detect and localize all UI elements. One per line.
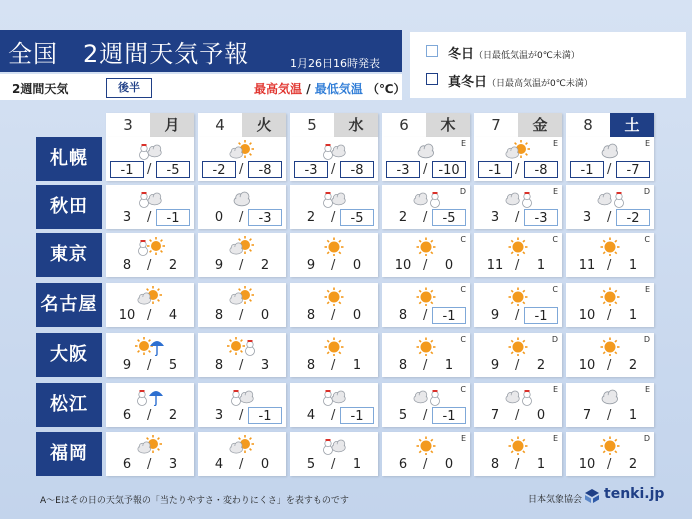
low-temp: -3 bbox=[248, 209, 282, 226]
forecast-cell bbox=[290, 383, 378, 427]
city-label: 東京 bbox=[36, 233, 102, 277]
low-temp: 1 bbox=[352, 358, 362, 373]
forecast-cell bbox=[474, 333, 562, 377]
temp-hi-label: 最高気温 bbox=[254, 82, 303, 96]
snow-cloud-icon bbox=[135, 140, 165, 160]
low-temp: 2 bbox=[628, 457, 638, 472]
low-temp: 2 bbox=[628, 358, 638, 373]
cloud-icon bbox=[595, 140, 625, 160]
forecast-cell bbox=[198, 137, 286, 181]
sun-umbrella-icon bbox=[135, 336, 165, 356]
reliability-grade: C bbox=[644, 235, 650, 244]
sun-cloud-icon bbox=[135, 286, 165, 306]
day-number: 4 bbox=[215, 116, 225, 134]
high-temp: 9 bbox=[214, 258, 224, 273]
temp-slash: / bbox=[607, 210, 612, 225]
sun-icon bbox=[503, 435, 533, 455]
sun-icon bbox=[411, 286, 441, 306]
low-temp: 3 bbox=[168, 457, 178, 472]
day-weekday: 土 bbox=[610, 113, 654, 137]
low-temp: -5 bbox=[432, 209, 466, 226]
forecast-cell bbox=[566, 283, 654, 327]
reliability-grade: C bbox=[460, 235, 466, 244]
snow-cloud-icon bbox=[227, 386, 257, 406]
sun-icon bbox=[595, 336, 625, 356]
day-header bbox=[566, 113, 654, 137]
cloud-snow-icon bbox=[411, 386, 441, 406]
low-temp: 0 bbox=[352, 258, 362, 273]
low-temp: -8 bbox=[524, 161, 558, 178]
reliability-grade: E bbox=[644, 139, 650, 148]
reliability-grade: C bbox=[460, 285, 466, 294]
day-number: 8 bbox=[583, 116, 593, 134]
high-temp: 10 bbox=[578, 308, 596, 323]
temp-slash: / bbox=[515, 457, 520, 472]
half-badge: 後半 bbox=[106, 78, 152, 98]
low-temp: 0 bbox=[260, 308, 270, 323]
temp-slash: / bbox=[423, 258, 428, 273]
high-temp: 3 bbox=[582, 210, 592, 225]
temp-slash: / bbox=[147, 162, 152, 177]
forecast-cell bbox=[566, 233, 654, 277]
reliability-grade: C bbox=[552, 285, 558, 294]
high-temp: 8 bbox=[306, 308, 316, 323]
low-temp: -8 bbox=[248, 161, 282, 178]
sun-cloud-icon bbox=[227, 286, 257, 306]
low-temp: 0 bbox=[536, 408, 546, 423]
temp-slash: / bbox=[515, 162, 520, 177]
subtitle: 2週間天気 bbox=[12, 82, 69, 96]
low-temp: 5 bbox=[168, 358, 178, 373]
mafuyubi-legend bbox=[448, 71, 593, 90]
forecast-cell bbox=[382, 233, 470, 277]
low-temp: 1 bbox=[352, 457, 362, 472]
low-temp: 1 bbox=[628, 408, 638, 423]
low-temp: -1 bbox=[340, 407, 374, 424]
cloud-icon bbox=[227, 188, 257, 208]
temp-unit: （℃） bbox=[366, 82, 406, 96]
fuyubi-swatch bbox=[426, 45, 438, 57]
high-temp: 7 bbox=[582, 408, 592, 423]
temp-slash: / bbox=[331, 258, 336, 273]
reliability-grade: C bbox=[552, 235, 558, 244]
forecast-cell bbox=[382, 333, 470, 377]
temp-slash: / bbox=[607, 162, 612, 177]
low-temp: 3 bbox=[260, 358, 270, 373]
low-temp: 0 bbox=[444, 258, 454, 273]
sun-cloud-icon bbox=[227, 236, 257, 256]
sun-icon bbox=[595, 236, 625, 256]
high-temp: 11 bbox=[486, 258, 504, 273]
high-temp: 2 bbox=[398, 210, 408, 225]
low-temp: -3 bbox=[524, 209, 558, 226]
day-number: 5 bbox=[307, 116, 317, 134]
high-temp: 6 bbox=[398, 457, 408, 472]
low-temp: -8 bbox=[340, 161, 374, 178]
forecast-cell bbox=[474, 283, 562, 327]
forecast-cell bbox=[382, 383, 470, 427]
snow-sun-icon bbox=[135, 236, 165, 256]
mafuyubi-label: 真冬日 bbox=[448, 75, 488, 90]
sun-icon bbox=[411, 336, 441, 356]
forecast-cell bbox=[566, 333, 654, 377]
temp-slash: / bbox=[147, 408, 152, 423]
high-temp: 11 bbox=[578, 258, 596, 273]
high-temp: 10 bbox=[394, 258, 412, 273]
low-temp: -7 bbox=[616, 161, 650, 178]
low-temp: -5 bbox=[156, 161, 190, 178]
reliability-grade: E bbox=[644, 285, 650, 294]
snow-cloud-icon bbox=[319, 140, 349, 160]
sun-icon bbox=[503, 286, 533, 306]
high-temp: 6 bbox=[122, 457, 132, 472]
temp-slash: / bbox=[331, 308, 336, 323]
forecast-cell bbox=[382, 137, 470, 181]
fuyubi-label: 冬日 bbox=[448, 47, 475, 62]
high-temp: -3 bbox=[294, 161, 328, 178]
day-number: 6 bbox=[399, 116, 409, 134]
day-header bbox=[198, 113, 286, 137]
day-number: 3 bbox=[123, 116, 133, 134]
temp-slash: / bbox=[607, 457, 612, 472]
legend-box bbox=[410, 32, 686, 98]
temp-legend bbox=[254, 80, 406, 97]
high-temp: 9 bbox=[306, 258, 316, 273]
sun-icon bbox=[595, 435, 625, 455]
temp-slash: / bbox=[147, 258, 152, 273]
temp-slash: / bbox=[607, 408, 612, 423]
forecast-cell bbox=[474, 137, 562, 181]
temp-slash: / bbox=[423, 308, 428, 323]
temp-slash: / bbox=[331, 408, 336, 423]
temp-slash: / bbox=[423, 457, 428, 472]
reliability-grade: C bbox=[460, 335, 466, 344]
high-temp: 5 bbox=[398, 408, 408, 423]
snow-cloud-icon bbox=[319, 386, 349, 406]
forecast-cell bbox=[198, 233, 286, 277]
temp-slash: / bbox=[515, 258, 520, 273]
day-weekday: 火 bbox=[242, 113, 286, 137]
high-temp: -1 bbox=[110, 161, 144, 178]
reliability-grade: C bbox=[460, 385, 466, 394]
mafuyubi-note: （日最高気温が0℃未満） bbox=[487, 79, 593, 89]
low-temp: -1 bbox=[248, 407, 282, 424]
temp-sep: / bbox=[306, 82, 311, 96]
day-weekday: 月 bbox=[150, 113, 194, 137]
forecast-cell bbox=[198, 283, 286, 327]
forecast-cell bbox=[106, 233, 194, 277]
cloud-snow-icon bbox=[595, 188, 625, 208]
temp-slash: / bbox=[423, 210, 428, 225]
forecast-cell bbox=[566, 432, 654, 476]
sun-icon bbox=[503, 236, 533, 256]
temp-slash: / bbox=[147, 210, 152, 225]
sun-icon bbox=[411, 236, 441, 256]
page-title: 全国 2週間天気予報 bbox=[8, 40, 250, 68]
temp-slash: / bbox=[331, 210, 336, 225]
low-temp: -2 bbox=[616, 209, 650, 226]
high-temp: 8 bbox=[214, 308, 224, 323]
sun-cloud-icon bbox=[227, 140, 257, 160]
forecast-cell bbox=[290, 333, 378, 377]
high-temp: 6 bbox=[122, 408, 132, 423]
high-temp: 5 bbox=[306, 457, 316, 472]
high-temp: 8 bbox=[306, 358, 316, 373]
forecast-cell bbox=[106, 432, 194, 476]
temp-slash: / bbox=[607, 358, 612, 373]
temp-slash: / bbox=[423, 162, 428, 177]
low-temp: 2 bbox=[260, 258, 270, 273]
low-temp: 4 bbox=[168, 308, 178, 323]
reliability-grade: E bbox=[552, 187, 558, 196]
snow-cloud-icon bbox=[319, 435, 349, 455]
forecast-cell bbox=[198, 333, 286, 377]
high-temp: 3 bbox=[214, 408, 224, 423]
cloud-snow-icon bbox=[411, 188, 441, 208]
day-header bbox=[474, 113, 562, 137]
high-temp: 9 bbox=[490, 358, 500, 373]
temp-slash: / bbox=[147, 308, 152, 323]
high-temp: 10 bbox=[118, 308, 136, 323]
temp-slash: / bbox=[147, 457, 152, 472]
snow-umbrella-icon bbox=[135, 386, 165, 406]
high-temp: 10 bbox=[578, 358, 596, 373]
high-temp: 8 bbox=[214, 358, 224, 373]
forecast-cell bbox=[106, 137, 194, 181]
low-temp: -1 bbox=[524, 307, 558, 324]
high-temp: 2 bbox=[306, 210, 316, 225]
temp-slash: / bbox=[423, 358, 428, 373]
forecast-cell bbox=[106, 283, 194, 327]
temp-slash: / bbox=[239, 457, 244, 472]
temp-slash: / bbox=[239, 162, 244, 177]
forecast-cell bbox=[566, 383, 654, 427]
high-temp: 10 bbox=[578, 457, 596, 472]
fuyubi-note: （日最低気温が0℃未満） bbox=[474, 51, 580, 61]
low-temp: 1 bbox=[444, 358, 454, 373]
temp-slash: / bbox=[147, 358, 152, 373]
forecast-cell bbox=[566, 185, 654, 229]
low-temp: 2 bbox=[168, 258, 178, 273]
low-temp: -1 bbox=[156, 209, 190, 226]
fuyubi-legend bbox=[448, 43, 580, 62]
high-temp: 3 bbox=[122, 210, 132, 225]
low-temp: 1 bbox=[628, 308, 638, 323]
forecast-cell bbox=[290, 185, 378, 229]
forecast-cell bbox=[474, 432, 562, 476]
forecast-cell bbox=[106, 383, 194, 427]
day-weekday: 水 bbox=[334, 113, 378, 137]
high-temp: 4 bbox=[214, 457, 224, 472]
reliability-grade: D bbox=[551, 335, 558, 344]
reliability-grade: E bbox=[460, 139, 466, 148]
low-temp: 0 bbox=[352, 308, 362, 323]
cloud-icon bbox=[595, 386, 625, 406]
footnote: A～Eはその日の天気予報の「当たりやすさ・変わりにくさ」を表すものです bbox=[40, 496, 349, 506]
high-temp: 0 bbox=[214, 210, 224, 225]
sun-icon bbox=[503, 336, 533, 356]
low-temp: 0 bbox=[260, 457, 270, 472]
tenki-logo: tenki.jp bbox=[604, 486, 665, 502]
city-label: 松江 bbox=[36, 383, 102, 427]
high-temp: 9 bbox=[490, 308, 500, 323]
low-temp: 1 bbox=[536, 457, 546, 472]
snow-cloud-icon bbox=[135, 188, 165, 208]
forecast-cell bbox=[290, 432, 378, 476]
reliability-grade: E bbox=[460, 434, 466, 443]
forecast-cell bbox=[106, 185, 194, 229]
reliability-grade: D bbox=[643, 335, 650, 344]
low-temp: -5 bbox=[340, 209, 374, 226]
city-label: 札幌 bbox=[36, 137, 102, 181]
reliability-grade: E bbox=[552, 385, 558, 394]
forecast-cell bbox=[382, 432, 470, 476]
sun-icon bbox=[595, 286, 625, 306]
low-temp: 2 bbox=[536, 358, 546, 373]
low-temp: -1 bbox=[432, 407, 466, 424]
reliability-grade: D bbox=[459, 187, 466, 196]
day-header bbox=[106, 113, 194, 137]
high-temp: 9 bbox=[122, 358, 132, 373]
reliability-grade: D bbox=[643, 187, 650, 196]
low-temp: 1 bbox=[628, 258, 638, 273]
temp-slash: / bbox=[331, 162, 336, 177]
high-temp: 8 bbox=[398, 308, 408, 323]
temp-slash: / bbox=[239, 408, 244, 423]
city-label: 大阪 bbox=[36, 333, 102, 377]
temp-slash: / bbox=[239, 258, 244, 273]
forecast-cell bbox=[474, 383, 562, 427]
high-temp: 7 bbox=[490, 408, 500, 423]
forecast-cell bbox=[382, 283, 470, 327]
day-weekday: 金 bbox=[518, 113, 562, 137]
forecast-cell bbox=[474, 233, 562, 277]
sun-icon bbox=[319, 286, 349, 306]
forecast-cell bbox=[474, 185, 562, 229]
low-temp: 1 bbox=[536, 258, 546, 273]
city-label: 秋田 bbox=[36, 185, 102, 229]
snow-cloud-icon bbox=[319, 188, 349, 208]
cloud-snow-icon bbox=[503, 386, 533, 406]
low-temp: -1 bbox=[432, 307, 466, 324]
high-temp: -1 bbox=[570, 161, 604, 178]
reliability-grade: E bbox=[644, 385, 650, 394]
mafuyubi-swatch bbox=[426, 73, 438, 85]
sun-icon bbox=[319, 236, 349, 256]
temp-slash: / bbox=[239, 308, 244, 323]
high-temp: -2 bbox=[202, 161, 236, 178]
high-temp: -3 bbox=[386, 161, 420, 178]
credit: 日本気象協会 bbox=[528, 495, 583, 505]
temp-slash: / bbox=[607, 258, 612, 273]
forecast-cell bbox=[198, 185, 286, 229]
temp-slash: / bbox=[515, 210, 520, 225]
high-temp: 8 bbox=[490, 457, 500, 472]
temp-slash: / bbox=[239, 210, 244, 225]
high-temp: 3 bbox=[490, 210, 500, 225]
city-label: 福岡 bbox=[36, 432, 102, 476]
sun-icon bbox=[319, 336, 349, 356]
sun-cloud-icon bbox=[135, 435, 165, 455]
day-number: 7 bbox=[491, 116, 501, 134]
temp-slash: / bbox=[607, 308, 612, 323]
temp-lo-label: 最低気温 bbox=[314, 82, 363, 96]
forecast-cell bbox=[198, 432, 286, 476]
forecast-cell bbox=[290, 233, 378, 277]
tenki-logo-icon bbox=[584, 488, 600, 504]
high-temp: 8 bbox=[398, 358, 408, 373]
issued-time: 1月26日16時発表 bbox=[290, 57, 380, 70]
low-temp: 0 bbox=[444, 457, 454, 472]
low-temp: -10 bbox=[432, 161, 466, 178]
cloud-snow-icon bbox=[503, 188, 533, 208]
high-temp: 8 bbox=[122, 258, 132, 273]
forecast-cell bbox=[382, 185, 470, 229]
day-header bbox=[290, 113, 378, 137]
sun-cloud-icon bbox=[227, 435, 257, 455]
reliability-grade: D bbox=[643, 434, 650, 443]
reliability-grade: E bbox=[552, 434, 558, 443]
temp-slash: / bbox=[515, 358, 520, 373]
high-temp: -1 bbox=[478, 161, 512, 178]
reliability-grade: E bbox=[552, 139, 558, 148]
day-weekday: 木 bbox=[426, 113, 470, 137]
high-temp: 4 bbox=[306, 408, 316, 423]
day-header bbox=[382, 113, 470, 137]
temp-slash: / bbox=[331, 457, 336, 472]
sun-snow-icon bbox=[227, 336, 257, 356]
temp-slash: / bbox=[239, 358, 244, 373]
forecast-cell bbox=[106, 333, 194, 377]
forecast-cell bbox=[566, 137, 654, 181]
forecast-cell bbox=[290, 283, 378, 327]
temp-slash: / bbox=[331, 358, 336, 373]
low-temp: 2 bbox=[168, 408, 178, 423]
temp-slash: / bbox=[423, 408, 428, 423]
forecast-cell bbox=[290, 137, 378, 181]
forecast-cell bbox=[198, 383, 286, 427]
city-label: 名古屋 bbox=[36, 283, 102, 327]
temp-slash: / bbox=[515, 308, 520, 323]
cloud-icon bbox=[411, 140, 441, 160]
sun-cloud-icon bbox=[503, 140, 533, 160]
sun-icon bbox=[411, 435, 441, 455]
temp-slash: / bbox=[515, 408, 520, 423]
